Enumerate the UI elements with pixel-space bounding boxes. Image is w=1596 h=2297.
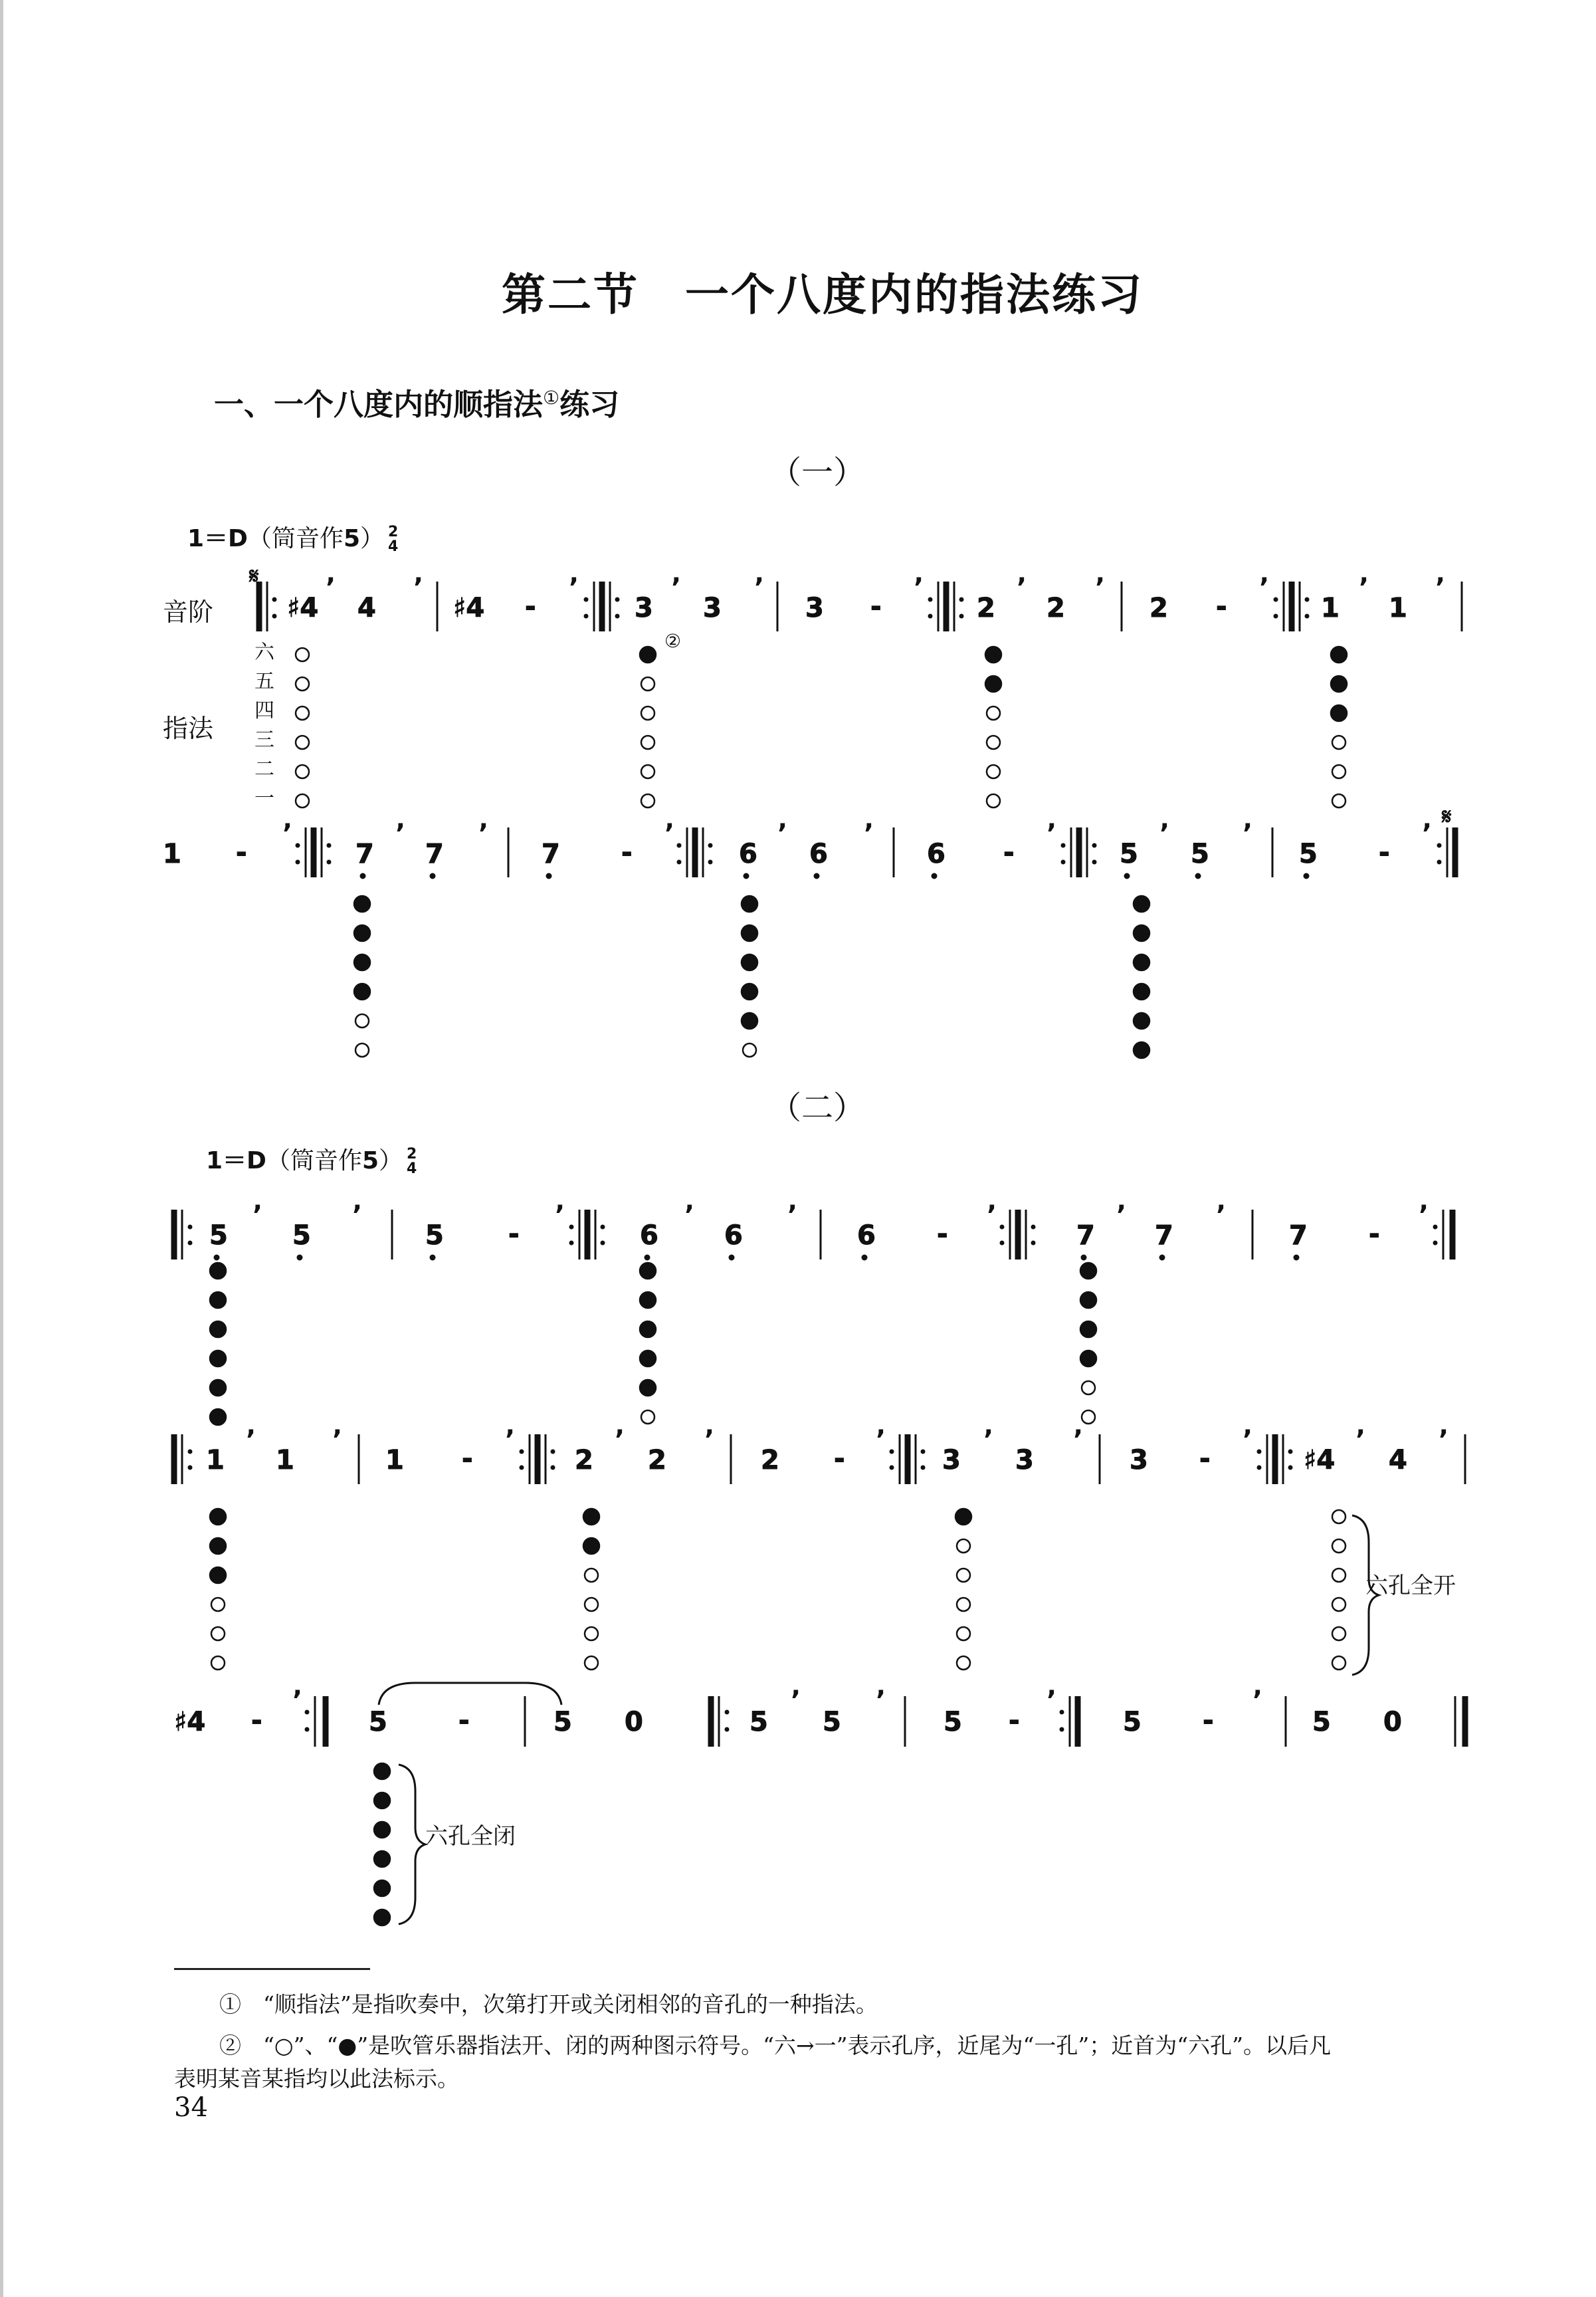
breath-mark: ’ <box>246 1425 256 1456</box>
breath-mark: ’ <box>1439 1425 1449 1456</box>
breath-mark: ’ <box>1073 1425 1084 1456</box>
key-note-close-1: ） <box>360 525 385 552</box>
dash: - <box>236 837 247 868</box>
breath-mark: ’ <box>1243 819 1253 849</box>
open-hole-circle <box>296 765 309 778</box>
note: 6 <box>857 1220 876 1251</box>
open-hole-circle <box>1332 1539 1346 1553</box>
note: 3 <box>805 593 824 623</box>
staff-line-4 <box>174 1425 1465 1484</box>
note: 3 <box>942 1445 961 1476</box>
dash: - <box>1216 592 1227 622</box>
note: 1 <box>163 839 181 869</box>
closed-hole-dot <box>742 954 757 970</box>
dash: - <box>1199 1444 1211 1474</box>
key-note-1: （筒音作 <box>247 525 344 552</box>
time-bottom-2: 4 <box>407 1160 417 1177</box>
open-hole-circle <box>296 648 309 661</box>
note: 2 <box>575 1445 593 1476</box>
breath-mark: ’ <box>1259 573 1270 603</box>
dash: - <box>525 592 536 622</box>
closed-hole-dot <box>1331 676 1347 692</box>
breath-mark: ’ <box>352 1200 363 1231</box>
caption-all-closed: 六孔全闭 <box>425 1823 516 1850</box>
closed-hole-dot <box>640 1380 656 1396</box>
closed-hole-dot <box>354 954 370 970</box>
breath-mark: ’ <box>1017 573 1027 603</box>
subsection-heading-tail: 练习 <box>559 387 620 422</box>
open-hole-circle <box>211 1656 225 1670</box>
breath-mark: ’ <box>983 1425 994 1456</box>
dash: - <box>1203 1705 1214 1736</box>
breath-mark: ’ <box>252 1200 263 1231</box>
open-hole-circle <box>296 677 309 691</box>
open-hole-circle <box>743 1043 756 1057</box>
note: 5 <box>1312 1707 1331 1737</box>
note: 5 <box>425 1220 444 1251</box>
open-hole-circle <box>957 1569 970 1582</box>
closed-hole-dot <box>640 1263 656 1279</box>
caption-all-open: 六孔全开 <box>1365 1573 1456 1599</box>
footnote-2: ② “○”、“●”是吹管乐器指法开、闭的两种图示符号。“六→一”表示孔序，近尾为“一孔”；近首为“六孔”。以后凡 <box>219 2032 1331 2058</box>
open-hole-circle <box>1082 1410 1095 1424</box>
staff-line-2 <box>163 804 1455 879</box>
dash: - <box>508 1219 520 1250</box>
open-hole-circle <box>296 794 309 808</box>
time-bottom-1: 4 <box>388 538 399 555</box>
note: 5 <box>1123 1707 1142 1737</box>
closed-hole-dot <box>374 1793 390 1808</box>
closed-hole-dot <box>210 1321 226 1337</box>
open-hole-circle <box>1332 1627 1346 1640</box>
key-note-pitch-1: 5 <box>343 525 361 552</box>
note: 7 <box>1155 1220 1173 1251</box>
note: 2 <box>1149 593 1168 623</box>
breath-mark: ’ <box>1116 1200 1127 1231</box>
dash: - <box>834 1444 845 1474</box>
closed-hole-dot <box>1134 1042 1149 1058</box>
open-hole-circle <box>1332 765 1346 778</box>
dash: - <box>462 1444 473 1474</box>
key-text-2: 1＝D <box>206 1147 266 1174</box>
closed-hole-dot <box>985 647 1001 663</box>
closed-hole-dot <box>210 1538 226 1554</box>
note: 7 <box>355 839 374 869</box>
note: 5 <box>209 1220 228 1251</box>
note: 7 <box>542 839 560 869</box>
closed-hole-dot <box>640 1351 656 1367</box>
breath-mark: ’ <box>1216 1200 1227 1231</box>
open-hole-circle <box>585 1656 598 1670</box>
open-hole-circle <box>957 1627 970 1640</box>
open-hole-circle <box>585 1598 598 1611</box>
dash: - <box>937 1219 948 1250</box>
note: 5 <box>1299 839 1318 869</box>
note: 5 <box>553 1707 572 1737</box>
dash: - <box>1379 837 1390 868</box>
open-hole-circle <box>211 1598 225 1611</box>
dash: - <box>251 1705 262 1736</box>
breath-mark: ’ <box>1355 1425 1366 1456</box>
closed-hole-dot <box>955 1509 971 1525</box>
note: 3 <box>703 593 722 623</box>
closed-hole-dot <box>210 1263 226 1279</box>
note: 5 <box>1191 839 1209 869</box>
note: 5 <box>823 1707 841 1737</box>
closed-hole-dot <box>1080 1351 1096 1367</box>
closed-hole-dot <box>374 1822 390 1838</box>
part-label-2: （二） <box>769 1089 866 1127</box>
closed-hole-dot <box>742 984 757 1000</box>
note: 6 <box>640 1220 658 1251</box>
breath-mark: ’ <box>754 573 765 603</box>
breath-mark: ’ <box>478 819 489 849</box>
breath-mark: ’ <box>1243 1425 1253 1456</box>
rest: 0 <box>1383 1707 1402 1737</box>
dash: - <box>1009 1705 1020 1736</box>
breath-mark: ’ <box>282 819 293 849</box>
breath-mark: ’ <box>864 819 874 849</box>
closed-hole-dot <box>583 1538 599 1554</box>
note: 1 <box>206 1445 225 1476</box>
note: 6 <box>809 839 828 869</box>
footnote-1: ① “顺指法”是指吹奏中，次第打开或关闭相邻的音孔的一种指法。 <box>219 1991 878 2017</box>
breath-mark: ’ <box>876 1686 886 1716</box>
closed-hole-dot <box>1134 896 1149 912</box>
key-note-pitch-2: 5 <box>361 1147 379 1174</box>
closed-hole-dot <box>210 1509 226 1525</box>
open-hole-circle <box>296 707 309 720</box>
hole-label-1: 一 <box>254 787 274 810</box>
closed-hole-dot <box>1331 647 1347 663</box>
closed-hole-dot <box>1134 1013 1149 1029</box>
breath-mark: ’ <box>1047 819 1057 849</box>
open-hole-circle <box>355 1043 369 1057</box>
open-hole-circle <box>641 1410 654 1424</box>
open-hole-circle <box>641 677 654 691</box>
dash: - <box>621 837 633 868</box>
closed-hole-dot <box>210 1567 226 1583</box>
note: 5 <box>1120 839 1138 869</box>
staff-line-3 <box>174 1200 1452 1260</box>
segno: 𝄋 <box>1442 804 1452 830</box>
open-hole-circle <box>1332 1569 1346 1582</box>
breath-mark: ’ <box>555 1200 565 1231</box>
breath-mark: ’ <box>332 1425 343 1456</box>
note: ♯4 <box>453 593 485 623</box>
subsection-heading-text: 一、一个八度内的顺指法 <box>214 387 544 422</box>
closed-hole-dot <box>354 896 370 912</box>
row-label-scale: 音阶 <box>163 598 214 627</box>
note: 4 <box>1389 1445 1407 1476</box>
closed-hole-dot <box>374 1763 390 1779</box>
breath-mark: ’ <box>791 1686 801 1716</box>
note: 2 <box>1047 593 1065 623</box>
page-number: 34 <box>174 2092 208 2123</box>
closed-hole-dot <box>1134 984 1149 1000</box>
breath-mark: ’ <box>1422 819 1433 849</box>
hole-label-6: 六 <box>254 641 274 664</box>
breath-mark: ’ <box>615 1425 625 1456</box>
breath-mark: ’ <box>684 1200 695 1231</box>
footnote-2-continued: 表明某音某指均以此法标示。 <box>174 2066 459 2092</box>
closed-hole-dot <box>210 1351 226 1367</box>
breath-mark: ’ <box>777 819 788 849</box>
closed-hole-dot <box>1134 954 1149 970</box>
breath-mark: ’ <box>1047 1686 1057 1716</box>
closed-hole-dot <box>374 1880 390 1896</box>
note: 1 <box>1321 593 1340 623</box>
closed-hole-dot <box>640 647 656 663</box>
note: 3 <box>1015 1445 1034 1476</box>
note: 6 <box>724 1220 743 1251</box>
note: 6 <box>739 839 757 869</box>
note: 6 <box>927 839 946 869</box>
breath-mark: ’ <box>671 573 682 603</box>
section-title: 第二节 一个八度内的指法练习 <box>502 269 1144 320</box>
closed-hole-dot <box>742 1013 757 1029</box>
part-label-1: （一） <box>769 454 866 491</box>
open-hole-circle <box>987 794 1000 808</box>
open-hole-circle <box>987 765 1000 778</box>
open-hole-circle <box>987 707 1000 720</box>
hole-label-3: 三 <box>254 728 274 752</box>
note: ♯4 <box>1304 1445 1336 1476</box>
note: 5 <box>369 1707 387 1737</box>
closed-hole-dot <box>354 925 370 941</box>
note: 5 <box>749 1707 768 1737</box>
breath-mark: ’ <box>704 1425 715 1456</box>
closed-hole-dot <box>583 1509 599 1525</box>
closed-hole-dot <box>210 1380 226 1396</box>
time-top-1: 2 <box>388 524 399 540</box>
closed-hole-dot <box>742 925 757 941</box>
closed-hole-dot <box>374 1910 390 1925</box>
breath-mark: ’ <box>292 1686 303 1716</box>
closed-hole-dot <box>1331 705 1347 721</box>
open-hole-circle <box>641 794 654 808</box>
hole-label-5: 五 <box>254 670 274 693</box>
hole-label-4: 四 <box>254 699 274 722</box>
open-hole-circle <box>1332 1510 1346 1523</box>
key-text-1: 1＝D <box>187 525 248 552</box>
open-hole-circle <box>957 1656 970 1670</box>
note: ♯4 <box>287 593 319 623</box>
staff-line-1 <box>259 573 1462 631</box>
breath-mark: ’ <box>505 1425 516 1456</box>
closed-hole-dot <box>1080 1292 1096 1308</box>
open-hole-circle <box>641 765 654 778</box>
breath-mark: ’ <box>876 1425 886 1456</box>
note: 4 <box>357 593 376 623</box>
open-hole-circle <box>957 1539 970 1553</box>
breath-mark: ’ <box>1419 1200 1429 1231</box>
note: 2 <box>761 1445 779 1476</box>
note: 5 <box>292 1220 311 1251</box>
open-hole-circle <box>1332 1656 1346 1670</box>
closed-hole-dot <box>742 896 757 912</box>
dash: - <box>1369 1219 1380 1250</box>
closed-hole-dot <box>210 1409 226 1425</box>
note: ♯4 <box>174 1707 206 1737</box>
footnote-ref-2: ② <box>664 630 682 652</box>
open-hole-circle <box>641 736 654 749</box>
breath-mark: ’ <box>1095 573 1106 603</box>
row-label-fingering: 指法 <box>163 714 214 743</box>
rest: 0 <box>625 1707 643 1737</box>
open-hole-circle <box>1332 794 1346 808</box>
note: 7 <box>1076 1220 1095 1251</box>
breath-mark: ’ <box>1359 573 1369 603</box>
closed-hole-dot <box>1134 925 1149 941</box>
dash: - <box>1003 837 1015 868</box>
dash: - <box>870 592 882 622</box>
open-hole-circle <box>1332 1598 1346 1611</box>
closed-hole-dot <box>985 676 1001 692</box>
footnote-ref-1: ① <box>543 387 560 409</box>
dash: - <box>458 1705 470 1736</box>
open-hole-circle <box>355 1014 369 1028</box>
breath-mark: ’ <box>914 573 924 603</box>
time-top-2: 2 <box>407 1146 417 1162</box>
breath-mark: ’ <box>395 819 406 849</box>
closed-hole-dot <box>640 1292 656 1308</box>
footnote-separator <box>174 1968 370 1970</box>
closed-hole-dot <box>1080 1321 1096 1337</box>
note: 7 <box>425 839 444 869</box>
breath-mark: ’ <box>664 819 675 849</box>
open-hole-circle <box>1332 736 1346 749</box>
note: 3 <box>1130 1445 1148 1476</box>
note: 2 <box>977 593 995 623</box>
open-hole-circle <box>585 1627 598 1640</box>
key-note-close-2: ） <box>379 1147 403 1174</box>
open-hole-circle <box>211 1627 225 1640</box>
closed-hole-dot <box>640 1321 656 1337</box>
breath-mark: ’ <box>1159 819 1170 849</box>
note: 7 <box>1289 1220 1308 1251</box>
breath-mark: ’ <box>987 1200 997 1231</box>
open-hole-circle <box>1082 1381 1095 1394</box>
note: 1 <box>1389 593 1407 623</box>
closed-hole-dot <box>374 1851 390 1867</box>
open-hole-circle <box>957 1598 970 1611</box>
note: 5 <box>944 1707 962 1737</box>
breath-mark: ’ <box>1252 1686 1263 1716</box>
brace-all-closed <box>399 1765 425 1924</box>
brace-all-open <box>1352 1515 1379 1675</box>
key-note-2: （筒音作 <box>266 1147 362 1174</box>
staff-line-5 <box>174 1683 1465 1747</box>
open-hole-circle <box>296 736 309 749</box>
breath-mark: ’ <box>569 573 579 603</box>
breath-mark: ’ <box>326 573 336 603</box>
breath-mark: ’ <box>413 573 424 603</box>
breath-mark: ’ <box>1435 573 1446 603</box>
closed-hole-dot <box>354 984 370 1000</box>
closed-hole-dot <box>210 1292 226 1308</box>
note: 3 <box>635 593 653 623</box>
breath-mark: ’ <box>787 1200 798 1231</box>
note: 1 <box>385 1445 404 1476</box>
note: 2 <box>648 1445 666 1476</box>
segno: 𝄋 <box>249 563 259 590</box>
open-hole-circle <box>585 1569 598 1582</box>
closed-hole-dot <box>1080 1263 1096 1279</box>
open-hole-circle <box>987 736 1000 749</box>
hole-label-2: 二 <box>254 758 274 781</box>
open-hole-circle <box>641 707 654 720</box>
note: 1 <box>276 1445 294 1476</box>
